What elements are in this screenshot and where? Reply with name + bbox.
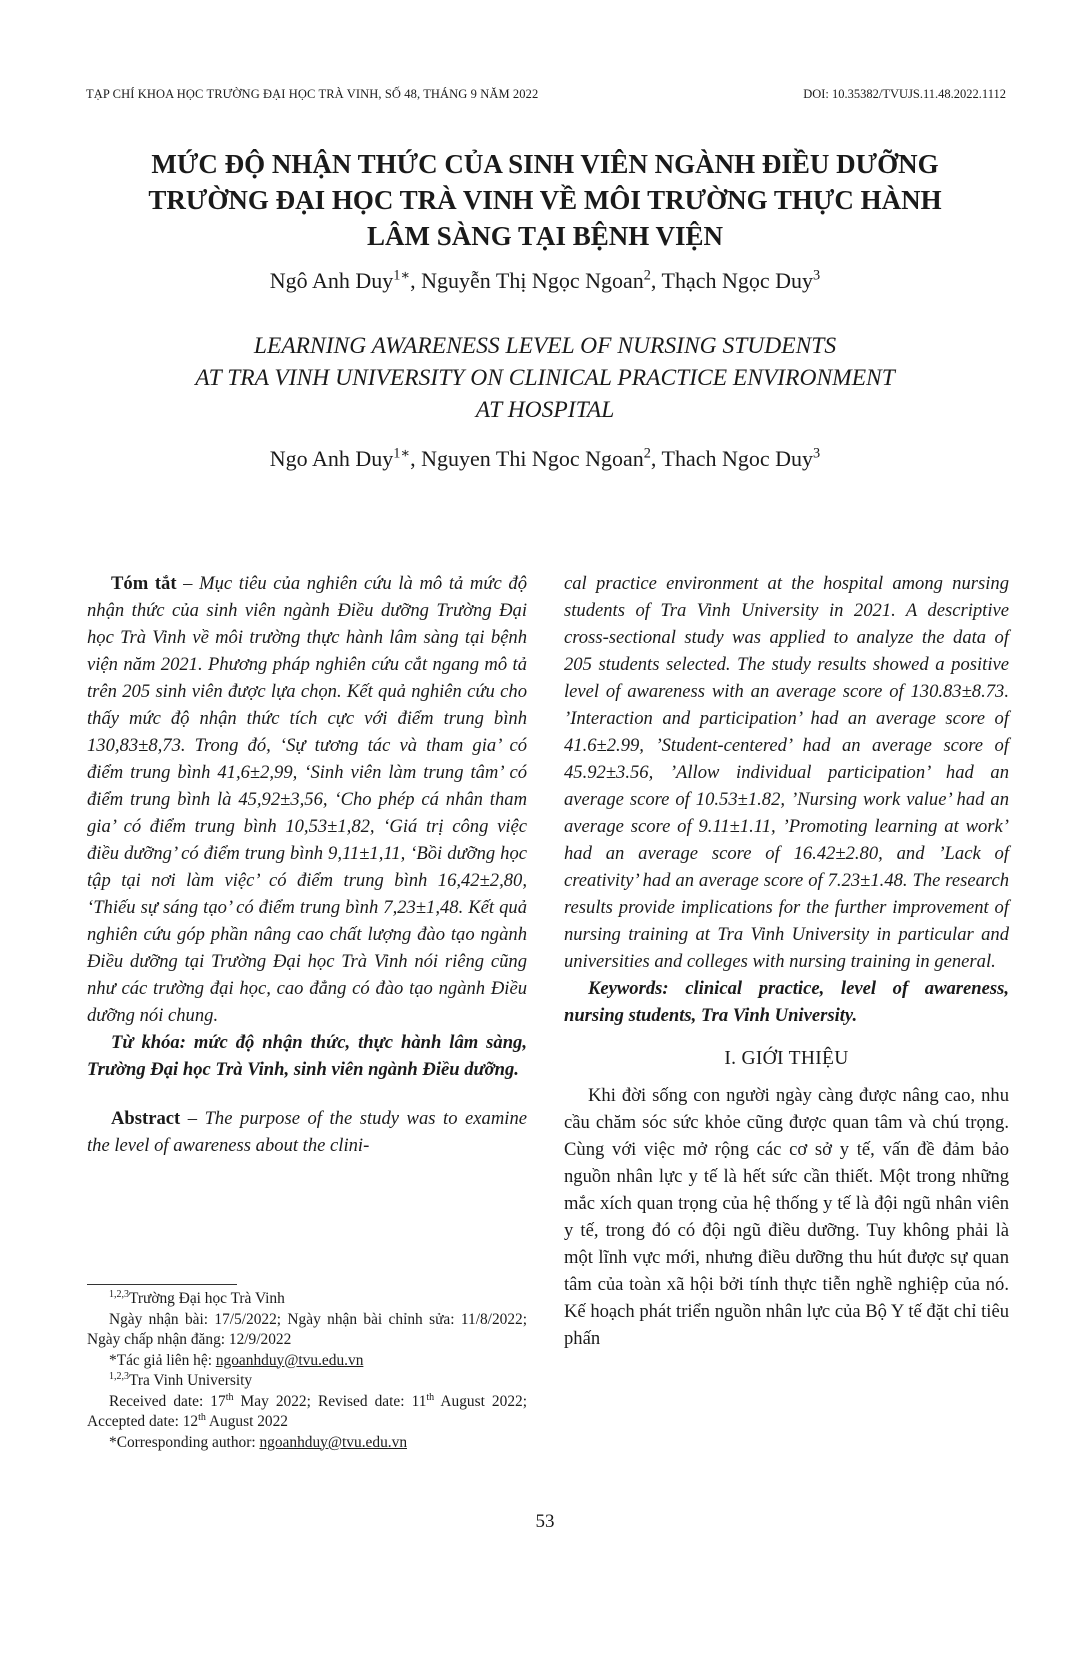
title-line: LÂM SÀNG TẠI BỆNH VIỆN: [366, 221, 724, 251]
title-line: MỨC ĐỘ NHẬN THỨC CỦA SINH VIÊN NGÀNH ĐIỀU DƯỠNG: [151, 149, 939, 179]
abstract-english-start: [87, 1105, 527, 1159]
footnote-corresponding-vi: [87, 1351, 527, 1372]
abstract-label: Tóm tắt: [111, 573, 177, 594]
abstract-text: Mục tiêu của nghiên cứu là mô tả mức độ nhận thức của sinh viên ngành Điều dưỡng Trường Đại học Trà Vinh về môi trường thực hành lâm sàng tại bệnh viện năm 2021. Phương pháp nghiên cứu cắt ngang mô tả trên 205 sinh viên được lựa chọn. Kết quả nghiên cứu cho thấy mức độ nhận thức tích cực với điểm trung bình 130,83±8,73. Trong đó, ‘Sự tương tác và tham gia’ có điểm trung bình 41,6±2,99, ‘Sinh viên làm trung tâm’ có điểm trung bình là 45,92±3,56, ‘Cho phép cá nhân tham gia’ có điểm trung bình 10,53±1,82, ‘Giá trị công việc điều dưỡng’ có điểm trung bình 9,11±1,11, ‘Bồi dưỡng học tập tại nơi làm việc’ có điểm trung bình 16,42±2,80, ‘Thiếu sự sáng tạo’ có điểm trung bình 7,23±1,48. Kết quả nghiên cứu góp phần nâng cao chất lượng đào tạo ngành Điều dưỡng tại Trường Đại học Trà Vinh nói riêng cũng như các trường đại học, cao đẳng có đào tạo ngành Điều dưỡng nói chung.: [87, 573, 527, 1026]
author-email-link[interactable]: ngoanhduy@tvu.edu.vn: [215, 1351, 364, 1369]
keywords-english: [564, 975, 1009, 1029]
date-text: Received date: 17: [109, 1392, 226, 1410]
footnotes: [87, 1289, 527, 1453]
ordinal-suffix: th: [198, 1411, 206, 1423]
keywords-vietnamese: [87, 1029, 527, 1083]
affiliation-mark: 1,2,3: [109, 1370, 129, 1382]
date-text: August 2022: [205, 1413, 288, 1430]
keywords-text: mức độ nhận thức, thực hành lâm sàng, Trường Đại học Trà Vinh, sinh viên ngành Điều dưỡng.: [87, 1032, 527, 1080]
author-name: Ngô Anh Duy: [269, 268, 394, 293]
footnote-affiliation-en: [87, 1371, 527, 1392]
section-heading: I. GIỚI THIỆU: [724, 1048, 849, 1069]
author-affiliation-mark: 3: [813, 267, 821, 284]
title-line: TRƯỜNG ĐẠI HỌC TRÀ VINH VỀ MÔI TRƯỜNG THỰC HÀNH: [148, 185, 942, 215]
title-vietnamese: [60, 146, 1030, 254]
affiliation-mark: 1,2,3: [109, 1288, 129, 1300]
authors-english: Ngo Anh Duy$^{1∗}$, Nguyen Thi Ngoc Ngoan$^2$, Thach Ngoc Duy$^3$: [269, 445, 821, 471]
title-line: AT TRA VINH UNIVERSITY ON CLINICAL PRACTICE ENVIRONMENT: [195, 365, 895, 391]
author-name: Ngo Anh Duy: [269, 446, 394, 471]
author-email-link[interactable]: ngoanhduy@tvu.edu.vn: [259, 1433, 408, 1451]
author-affiliation-mark: 2: [643, 445, 651, 462]
corresponding-label: *Tác giả liên hệ:: [109, 1351, 216, 1369]
footnote-dates-vi: Ngày nhận bài: 17/5/2022; Ngày nhận bài chỉnh sửa: 11/8/2022; Ngày chấp nhận đăng: 12/9/2022: [87, 1310, 527, 1348]
page-number: 53: [535, 1511, 555, 1532]
keywords-text: clinical practice, level of awareness, nursing students, Tra Vinh University.: [564, 978, 1009, 1026]
author-affiliation-mark: 1∗: [393, 445, 411, 462]
keywords-label: Keywords:: [588, 978, 669, 999]
abstract-text: The purpose of the study was to examine the level of awareness about the clini-: [87, 1108, 527, 1156]
journal-header: TẠP CHÍ KHOA HỌC TRƯỜNG ĐẠI HỌC TRÀ VINH, SỐ 48, THÁNG 9 NĂM 2022: [86, 87, 539, 101]
body-paragraph: Khi đời sống con người ngày càng được nâng cao, nhu cầu chăm sóc sức khỏe cũng được quan tâm và chú trọng. Cùng với việc mở rộng các cơ sở y tế, vấn đề đảm bảo nguồn nhân lực y tế là hết sức cần thiết. Một trong những mắc xích quan trọng của hệ thống y tế là đội ngũ nhân viên y tế, trong đó có đội ngũ điều dưỡng. Tuy không phải là một lĩnh vực mới, nhưng điều dưỡng thu hút được sự quan tâm của toàn xã hội bởi tính thực tiễn nghề nghiệp của nó. Kế hoạch phát triển nguồn nhân lực của Bộ Y tế đặt chỉ tiêu phấn: [564, 1085, 1009, 1349]
date-text: August 2022; Accepted date: 12: [87, 1392, 527, 1430]
footnote-dates-en: [87, 1392, 527, 1433]
title-line: AT HOSPITAL: [475, 397, 615, 423]
abstract-dash: –: [176, 573, 200, 594]
author-name: Nguyễn Thị Ngọc Ngoan: [421, 268, 644, 293]
right-column: [564, 570, 1009, 1352]
left-column: [87, 570, 527, 1159]
abstract-label: Abstract: [111, 1108, 181, 1129]
author-affiliation-mark: 1∗: [393, 267, 411, 284]
author-affiliation-mark: 2: [643, 267, 651, 284]
keywords-label: Từ khóa:: [111, 1032, 186, 1053]
authors-vietnamese: Ngô Anh Duy$^{1∗}$, Nguyễn Thị Ngọc Ngoan$^2$, Thạch Ngọc Duy$^3$: [269, 267, 821, 293]
author-name: Thach Ngoc Duy: [661, 446, 814, 471]
author-name: Thạch Ngọc Duy: [661, 268, 814, 293]
date-text: May 2022; Revised date: 11: [233, 1392, 427, 1410]
author-affiliation-mark: 3: [813, 445, 821, 462]
footnote-divider: [87, 1284, 237, 1285]
author-name: Nguyen Thi Ngoc Ngoan: [421, 446, 644, 471]
abstract-english-continued: cal practice environment at the hospital among nursing students of Tra Vinh University in 2021. A descriptive cross-sectional study was applied to analyze the data of 205 students selected. The study results showed a positive level of awareness with an average score of 130.83±8.73. ’Interaction and participation’ had an average score of 41.6±2.99, ’Student-centered’ had an average score of 45.92±3.56, ’Allow individual participation’ had an average score of 10.53±1.82, ’Nursing work value’ had an average score of 9.11±1.11, ’Promoting learning at work’ had an average score of 16.42±2.80, and ’Lack of creativity’ had an average score of 7.23±1.48. The research results provide implications for the further improvement of nursing training at Tra Vinh University in particular and universities and colleges with nursing training in general.: [564, 573, 1009, 972]
corresponding-label: *Corresponding author:: [109, 1433, 260, 1451]
ordinal-suffix: th: [426, 1391, 435, 1403]
ordinal-suffix: th: [225, 1391, 234, 1403]
affiliation-text: Tra Vinh University: [129, 1372, 253, 1389]
footnote-corresponding-en: [87, 1433, 527, 1454]
title-english: [60, 330, 1030, 426]
doi-header: DOI: 10.35382/TVUJS.11.48.2022.1112: [803, 87, 1006, 101]
title-line: LEARNING AWARENESS LEVEL OF NURSING STUDENTS: [253, 333, 837, 359]
affiliation-text: Trường Đại học Trà Vinh: [129, 1290, 285, 1307]
footnote-affiliation-vi: [87, 1289, 527, 1310]
abstract-dash: –: [180, 1108, 205, 1129]
abstract-vietnamese: [87, 570, 527, 1029]
